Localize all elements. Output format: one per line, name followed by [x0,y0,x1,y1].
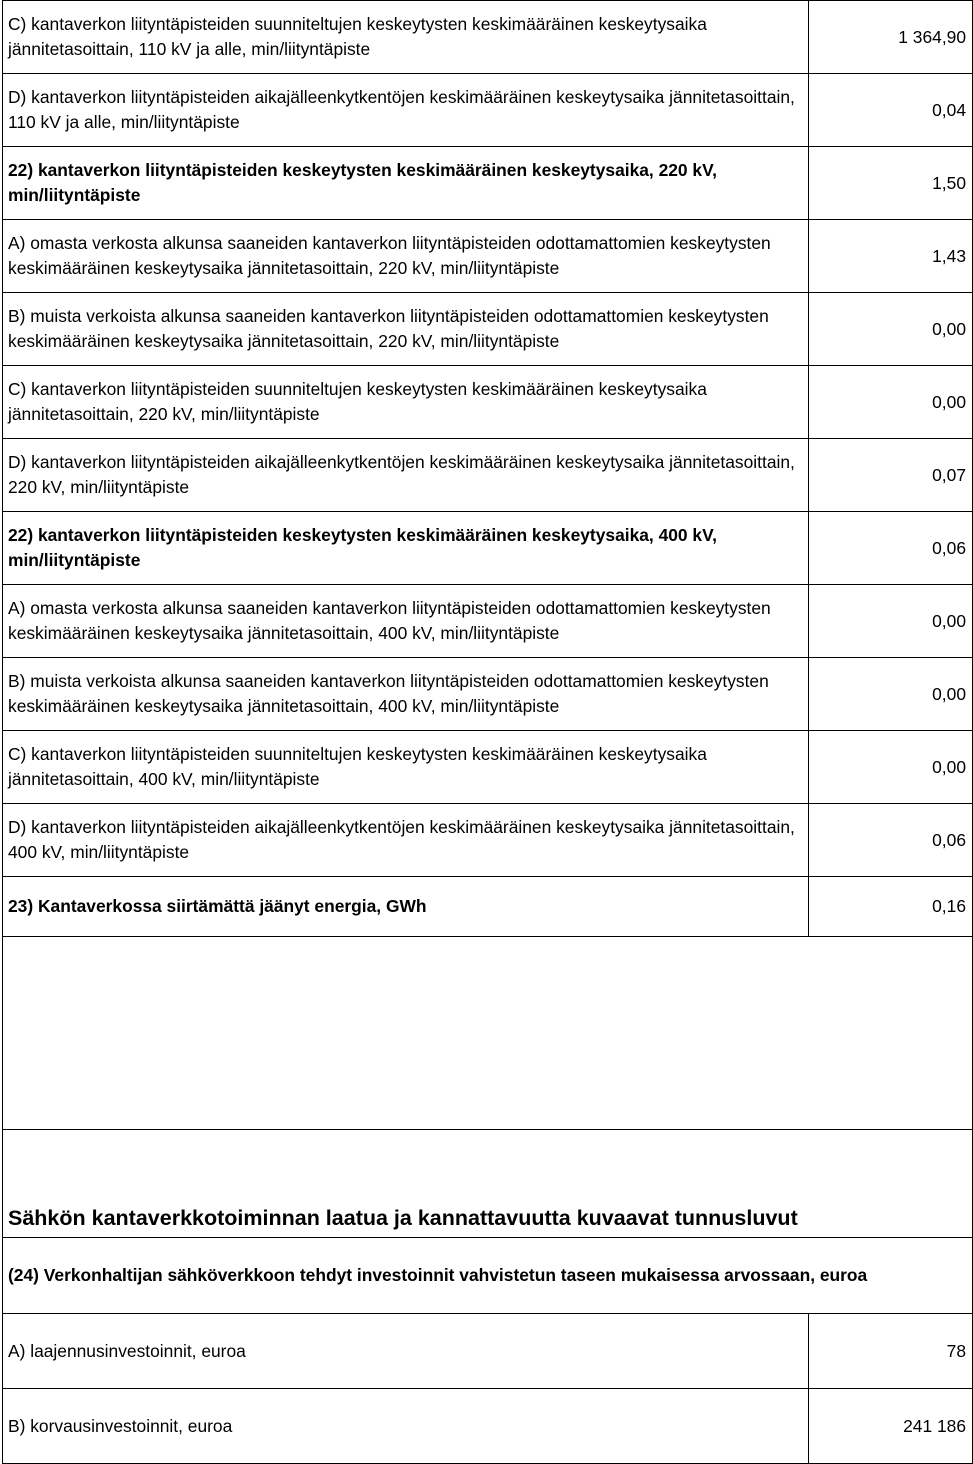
table-row [3,877,973,937]
row-value: 0,06 [809,804,973,877]
row-value: 0,00 [809,293,973,366]
blank-row [3,937,973,1130]
row-label: 22) kantaverkon liityntäpisteiden keskeytysten keskimääräinen keskeytysaika, 400 kV, min/liityntäpiste [3,512,809,585]
row-label: D) kantaverkon liityntäpisteiden aikajälleenkytkentöjen keskimääräinen keskeytysaika jännitetasoittain, 220 kV, min/liityntäpiste [3,439,809,512]
row-value: 0,06 [809,512,973,585]
row-label: B) muista verkoista alkunsa saaneiden kantaverkon liityntäpisteiden odottamattomien keskeytysten keskimääräinen keskeytysaika jännitetasoittain, 400 kV, min/liityntäpiste [3,658,809,731]
table-row [3,1389,973,1464]
row-label: D) kantaverkon liityntäpisteiden aikajälleenkytkentöjen keskimääräinen keskeytysaika jännitetasoittain, 110 kV ja alle, min/liityntäpiste [3,74,809,147]
row-value: 0,07 [809,439,973,512]
table-row [3,585,973,658]
row-value: 0,04 [809,74,973,147]
table-row [3,1314,973,1389]
table-row [3,220,973,293]
row-value: 0,00 [809,658,973,731]
row-label: B) korvausinvestoinnit, euroa [3,1389,809,1464]
report-table [2,0,973,1464]
row-value: 0,00 [809,585,973,658]
section-title: Sähkön kantaverkkotoiminnan laatua ja kannattavuutta kuvaavat tunnusluvut [8,1206,798,1230]
table-row [3,293,973,366]
row-value: 1 364,90 [809,1,973,74]
row-label: 22) kantaverkon liityntäpisteiden keskeytysten keskimääräinen keskeytysaika, 220 kV, min/liityntäpiste [3,147,809,220]
table-row [3,74,973,147]
table-row [3,512,973,585]
row-value: 78 [809,1314,973,1389]
row-value: 0,00 [809,366,973,439]
blank-cell [3,937,973,1130]
table-row [3,439,973,512]
row-label: C) kantaverkon liityntäpisteiden suunniteltujen keskeytysten keskimääräinen keskeytysaika jännitetasoittain, 400 kV, min/liityntäpiste [3,731,809,804]
row-value: 1,50 [809,147,973,220]
section-subtitle-row [3,1238,973,1314]
row-value: 0,16 [809,877,973,937]
row-label: 23) Kantaverkossa siirtämättä jäänyt energia, GWh [3,877,809,937]
section-subtitle: (24) Verkonhaltijan sähköverkkoon tehdyt investoinnit vahvistetun taseen mukaisessa arvossaan, euroa [8,1265,868,1285]
row-label: C) kantaverkon liityntäpisteiden suunniteltujen keskeytysten keskimääräinen keskeytysaika jännitetasoittain, 110 kV ja alle, min/liityntäpiste [3,1,809,74]
row-label: A) omasta verkosta alkunsa saaneiden kantaverkon liityntäpisteiden odottamattomien keskeytysten keskimääräinen keskeytysaika jännitetasoittain, 400 kV, min/liityntäpiste [3,585,809,658]
row-value: 241 186 [809,1389,973,1464]
table-row [3,147,973,220]
row-label: D) kantaverkon liityntäpisteiden aikajälleenkytkentöjen keskimääräinen keskeytysaika jännitetasoittain, 400 kV, min/liityntäpiste [3,804,809,877]
table-row [3,804,973,877]
section-title-row [3,1130,973,1238]
row-value: 0,00 [809,731,973,804]
table-row [3,658,973,731]
table-row [3,366,973,439]
table-row [3,731,973,804]
row-label: A) omasta verkosta alkunsa saaneiden kantaverkon liityntäpisteiden odottamattomien keskeytysten keskimääräinen keskeytysaika jännitetasoittain, 220 kV, min/liityntäpiste [3,220,809,293]
table-row [3,1,973,74]
row-label: B) muista verkoista alkunsa saaneiden kantaverkon liityntäpisteiden odottamattomien keskeytysten keskimääräinen keskeytysaika jännitetasoittain, 220 kV, min/liityntäpiste [3,293,809,366]
row-label: A) laajennusinvestoinnit, euroa [3,1314,809,1389]
row-value: 1,43 [809,220,973,293]
row-label: C) kantaverkon liityntäpisteiden suunniteltujen keskeytysten keskimääräinen keskeytysaika jännitetasoittain, 220 kV, min/liityntäpiste [3,366,809,439]
